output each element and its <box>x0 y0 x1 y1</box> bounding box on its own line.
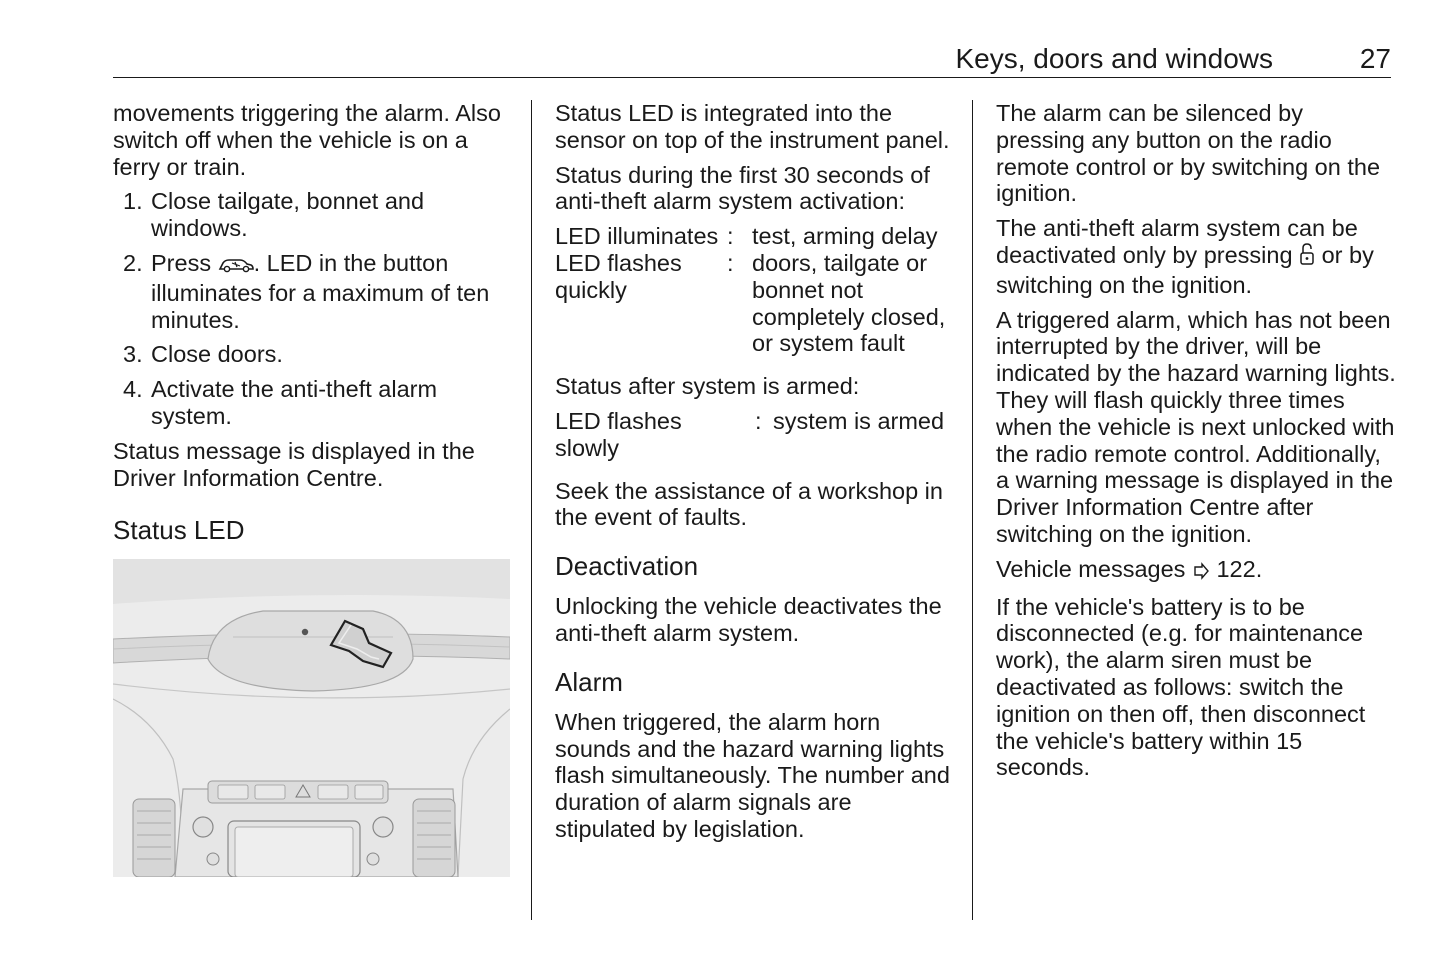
table-term: LED flashes quickly <box>555 249 682 303</box>
column-middle <box>555 100 955 851</box>
step-text-before: Press <box>151 249 212 276</box>
intro-paragraph: movements triggering the alarm. Also switch off when the vehicle is on a ferry or train. <box>113 100 501 180</box>
list-item <box>113 341 513 368</box>
heading-deactivation: Deactivation <box>555 551 699 582</box>
table-row <box>555 223 955 250</box>
paragraph: Seek the assistance of a workshop in the event of faults. <box>555 477 943 531</box>
list-item <box>113 376 513 430</box>
list-item <box>113 188 513 242</box>
heading-status-led: Status LED <box>113 515 245 546</box>
table-description: doors, tailgate or bonnet not completely closed, or system fault <box>752 249 946 357</box>
arrow-right-icon <box>1192 559 1210 586</box>
heading-alarm: Alarm <box>555 666 623 697</box>
table-row <box>555 408 955 462</box>
text-before-icon: The anti-theft alarm system can be deactivated only by pressing <box>996 215 1358 268</box>
cross-ref-label: Vehicle messages <box>996 555 1186 582</box>
step-text-after: . LED in the button illuminates for a maximum of ten minutes. <box>151 249 490 333</box>
table-description: system is armed <box>773 407 945 434</box>
page-number: 27 <box>1359 43 1391 74</box>
table-term: LED flashes slowly <box>555 407 682 461</box>
step-text: Close doors. <box>151 341 283 368</box>
step-number: 2. <box>123 249 143 276</box>
column-divider <box>972 100 973 920</box>
paragraph: The alarm can be silenced by pressing any button on the radio remote control or by switching on the ignition. <box>996 100 1381 207</box>
steps-list <box>113 188 513 429</box>
step-number: 3. <box>123 341 143 368</box>
column-left <box>113 100 513 877</box>
paragraph: Status after system is armed: <box>555 373 860 400</box>
cross-ref-page[interactable]: 122. <box>1216 555 1263 582</box>
paragraph: Unlocking the vehicle deactivates the anti-theft alarm system. <box>555 593 942 646</box>
paragraph: Status during the first 30 seconds of anti-theft alarm system activation: <box>555 161 930 215</box>
step-number: 1. <box>123 188 143 215</box>
list-item <box>113 250 513 333</box>
paragraph <box>996 215 1396 298</box>
unlock-icon <box>1299 242 1315 272</box>
column-right <box>996 100 1396 789</box>
column-divider <box>531 100 532 920</box>
status-table-activation <box>555 223 955 357</box>
table-separator: : <box>727 249 734 276</box>
status-message-paragraph: Status message is displayed in the Driver Information Centre. <box>113 437 475 491</box>
table-row <box>555 250 955 357</box>
header-rule <box>113 77 1391 78</box>
step-text: Close tailgate, bonnet and windows. <box>151 188 425 242</box>
step-text: Activate the anti-theft alarm system. <box>151 376 438 429</box>
paragraph: If the vehicle's battery is to be disconnected (e.g. for maintenance work), the alarm siren must be deactivated as follows: switch the ignition on then off, then disconnect the vehicle's battery within 15 seconds. <box>996 593 1366 781</box>
section-title: Keys, doors and windows <box>955 43 1273 74</box>
paragraph: When triggered, the alarm horn sounds and the hazard warning lights flash simultaneously. The number and duration of alarm signals are stipulated by legislation. <box>555 708 950 842</box>
paragraph: Status LED is integrated into the sensor on top of the instrument panel. <box>555 100 950 153</box>
status-table-armed <box>555 408 955 462</box>
paragraph <box>996 556 1396 586</box>
text-after-icon: or by switching on the ignition. <box>996 241 1374 298</box>
paragraph: A triggered alarm, which has not been interrupted by the driver, will be indicated by the hazard warning lights. They will flash quickly three times when the vehicle is next unlocked with the radio remote control. Additionally, a warning message is displayed in the Driver Information Centre after switching on the ignition. <box>996 306 1396 547</box>
instrument-panel-figure <box>113 559 510 877</box>
table-term: LED illuminates <box>555 223 719 250</box>
car-alarm-icon <box>218 253 254 280</box>
table-separator: : <box>755 407 762 434</box>
table-separator: : <box>727 223 734 250</box>
table-description: test, arming delay <box>752 223 938 250</box>
page-header <box>113 38 1391 78</box>
step-number: 4. <box>123 376 143 403</box>
